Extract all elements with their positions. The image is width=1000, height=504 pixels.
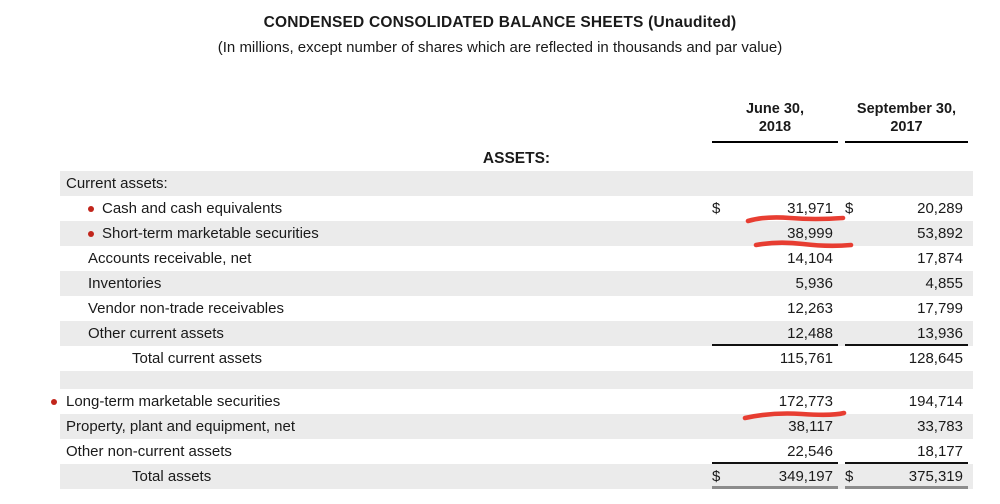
red-bullet-icon [51,399,57,405]
column-header-2018-line2: 2018 [758,119,792,135]
red-bullet-icon [88,231,94,237]
value-2018: 115,761 [779,350,833,367]
row-label: Cash and cash equivalents [102,200,283,217]
value-2017: 4,855 [925,275,963,292]
row-label: Property, plant and equipment, net [66,418,296,435]
table-row-short-term-securities [60,221,973,246]
value-2017: 20,289 [917,200,963,217]
column-header-2018 [700,100,840,146]
row-label: Accounts receivable, net [88,250,252,267]
table-row-total-assets [60,464,973,489]
balance-sheet-table [60,100,973,489]
column-header-2017-line2: 2017 [890,119,923,135]
table-row-other-current-assets [60,321,973,346]
dollar-sign: $ [712,200,721,217]
row-label: Inventories [88,275,162,292]
value-2017: 375,319 [908,468,963,485]
row-label: Total assets [132,468,212,485]
table-row-cash [60,196,973,221]
section-spacer-row [60,371,973,389]
row-label: Total current assets [132,350,263,367]
document-header [0,0,1000,56]
value-2017: 33,783 [917,418,963,435]
table-row-property-plant-equipment [60,414,973,439]
value-2018: 349,197 [778,468,833,485]
value-2017: 17,799 [917,300,963,317]
table-row-current-assets-header [60,171,973,196]
value-2018: 12,263 [787,300,833,317]
value-2017: 18,177 [917,443,963,460]
table-row-other-non-current-assets [60,439,973,464]
dollar-sign: $ [845,200,854,217]
row-label: Short-term marketable securities [102,225,319,242]
row-label: Other non-current assets [66,443,232,460]
table-row-accounts-receivable [60,246,973,271]
column-header-2017 [840,100,973,146]
column-header-2017-line1: September 30, [856,101,957,117]
section-header-label: ASSETS: [482,149,551,167]
document-subtitle: (In millions, except number of shares which are reflected in thousands and par value) [217,39,783,56]
value-2017: 194,714 [908,393,963,410]
dollar-sign: $ [712,468,721,485]
value-2018: 22,546 [787,443,833,460]
value-2018: 38,117 [788,418,833,435]
row-label: Vendor non-trade receivables [88,300,284,317]
value-2018: 12,488 [787,325,833,342]
row-label: Current assets: [66,175,168,192]
value-2017: 17,874 [917,250,963,267]
table-row-total-current-assets [60,346,973,371]
value-2018: 172,773 [778,393,833,410]
value-2017: 53,892 [917,225,963,242]
value-2018: 38,999 [787,225,833,242]
value-2017: 128,645 [908,350,963,367]
value-2017: 13,936 [917,325,963,342]
row-label: Long-term marketable securities [66,393,281,410]
document-title: CONDENSED CONSOLIDATED BALANCE SHEETS (Unaudited) [263,14,737,31]
value-2018: 14,104 [787,250,833,267]
section-header-assets [60,146,973,171]
value-2018: 5,936 [795,275,833,292]
red-bullet-icon [88,206,94,212]
column-header-2018-line1: June 30, [745,101,805,117]
table-row-long-term-securities [60,389,973,414]
table-row-inventories [60,271,973,296]
column-header-row [60,100,973,146]
table-row-vendor-receivables [60,296,973,321]
row-label: Other current assets [88,325,224,342]
dollar-sign: $ [845,468,854,485]
value-2018: 31,971 [787,200,833,217]
